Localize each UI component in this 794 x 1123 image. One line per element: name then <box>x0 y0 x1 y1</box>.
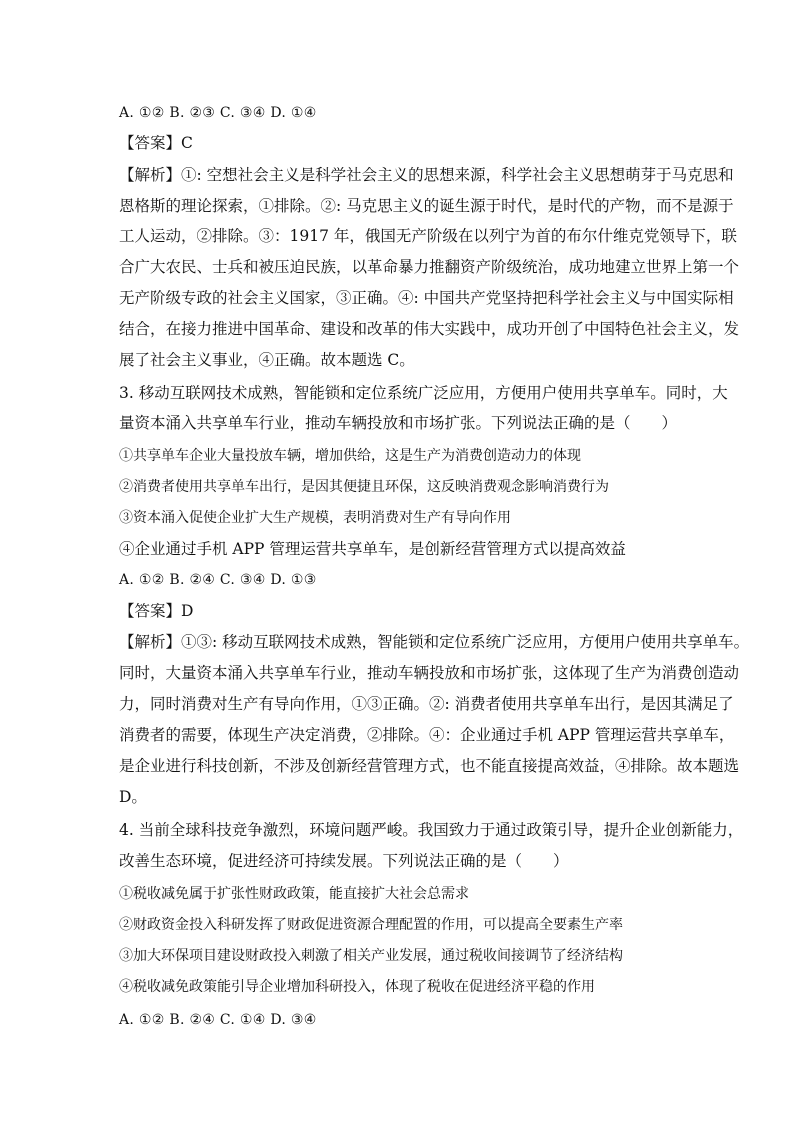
question-line: 3. 移动互联网技术成熟，智能锁和定位系统广泛应用，方便用户使用共享单车。同时，大 <box>119 384 728 402</box>
analysis-line: 无产阶级专政的社会主义国家，③正确。④: 中国共产党坚持把科学社会主义与中国实际相 <box>119 289 734 307</box>
q2-answer: 【答案】C <box>119 134 193 152</box>
choice-item: ③加大环保项目建设财政投入刺激了相关产业发展，通过税收间接调节了经济结构 <box>119 948 623 964</box>
analysis-line: 同时，大量资本涌入共享单车行业，推动车辆投放和市场扩张，这体现了生产为消费创造动 <box>119 664 740 682</box>
choice-item: ②财政资金投入科研发挥了财政促进资源合理配置的作用，可以提高全要素生产率 <box>119 917 623 933</box>
analysis-line: 展了社会主义事业，④正确。故本题选 C。 <box>119 351 415 369</box>
question-line: 改善生态环境，促进经济可持续发展。下列说法正确的是（ ） <box>119 852 569 870</box>
q3-options: A. ①② B. ②④ C. ③④ D. ①③ <box>119 572 317 588</box>
analysis-line: D。 <box>119 788 147 806</box>
question-line: 4. 当前全球科技竞争激烈，环境问题严峻。我国致力于通过政策引导，提升企业创新能力， <box>119 821 744 839</box>
analysis-line: 结合，在接力推进中国革命、建设和改革的伟大实践中，成功开创了中国特色社会主义，发 <box>119 320 740 338</box>
choice-item: ④税收减免政策能引导企业增加科研投入，体现了税收在促进经济平稳的作用 <box>119 979 595 995</box>
choice-item: ①共享单车企业大量投放车辆，增加供给，这是生产为消费创造动力的体现 <box>119 448 581 464</box>
analysis-line: 恩格斯的理论探索，①排除。②: 马克思主义的诞生源于时代，是时代的产物，而不是源于 <box>119 197 734 215</box>
analysis-line: 是企业进行科技创新，不涉及创新经营管理方式，也不能直接提高效益，④排除。故本题选 <box>119 757 740 775</box>
analysis-line: 消费者的需要，体现生产决定消费，②排除。④：企业通过手机 APP 管理运营共享单车， <box>119 726 735 744</box>
analysis-line: 合广大农民、士兵和被压迫民族，以革命暴力推翻资产阶级统治，成功地建立世界上第一个 <box>119 258 740 276</box>
choice-item: ③资本涌入促使企业扩大生产规模，表明消费对生产有导向作用 <box>119 510 511 526</box>
choice-item: ④企业通过手机 APP 管理运营共享单车，是创新经营管理方式以提高效益 <box>119 540 626 558</box>
choice-item: ②消费者使用共享单车出行，是因其便捷且环保，这反映消费观念影响消费行为 <box>119 479 609 495</box>
analysis-line: 工人运动，②排除。③：1917 年，俄国无产阶级在以列宁为首的布尔什维克党领导下，联 <box>119 227 737 245</box>
q3-answer: 【答案】D <box>119 602 194 620</box>
analysis-line: 【解析】①③: 移动互联网技术成熟，智能锁和定位系统广泛应用，方便用户使用共享单车。 <box>119 633 750 651</box>
question-line: 量资本涌入共享单车行业，推动车辆投放和市场扩张。下列说法正确的是（ ） <box>119 414 678 432</box>
q4-options: A. ①② B. ②④ C. ①④ D. ③④ <box>119 1012 317 1028</box>
analysis-line: 【解析】①: 空想社会主义是科学社会主义的思想来源，科学社会主义思想萌芽于马克思和 <box>119 166 734 184</box>
q2-options: A. ①② B. ②③ C. ③④ D. ①④ <box>119 105 317 121</box>
choice-item: ①税收减免属于扩张性财政政策，能直接扩大社会总需求 <box>119 886 469 902</box>
analysis-line: 力，同时消费对生产有导向作用，①③正确。②: 消费者使用共享单车出行，是因其满足了 <box>119 695 734 713</box>
